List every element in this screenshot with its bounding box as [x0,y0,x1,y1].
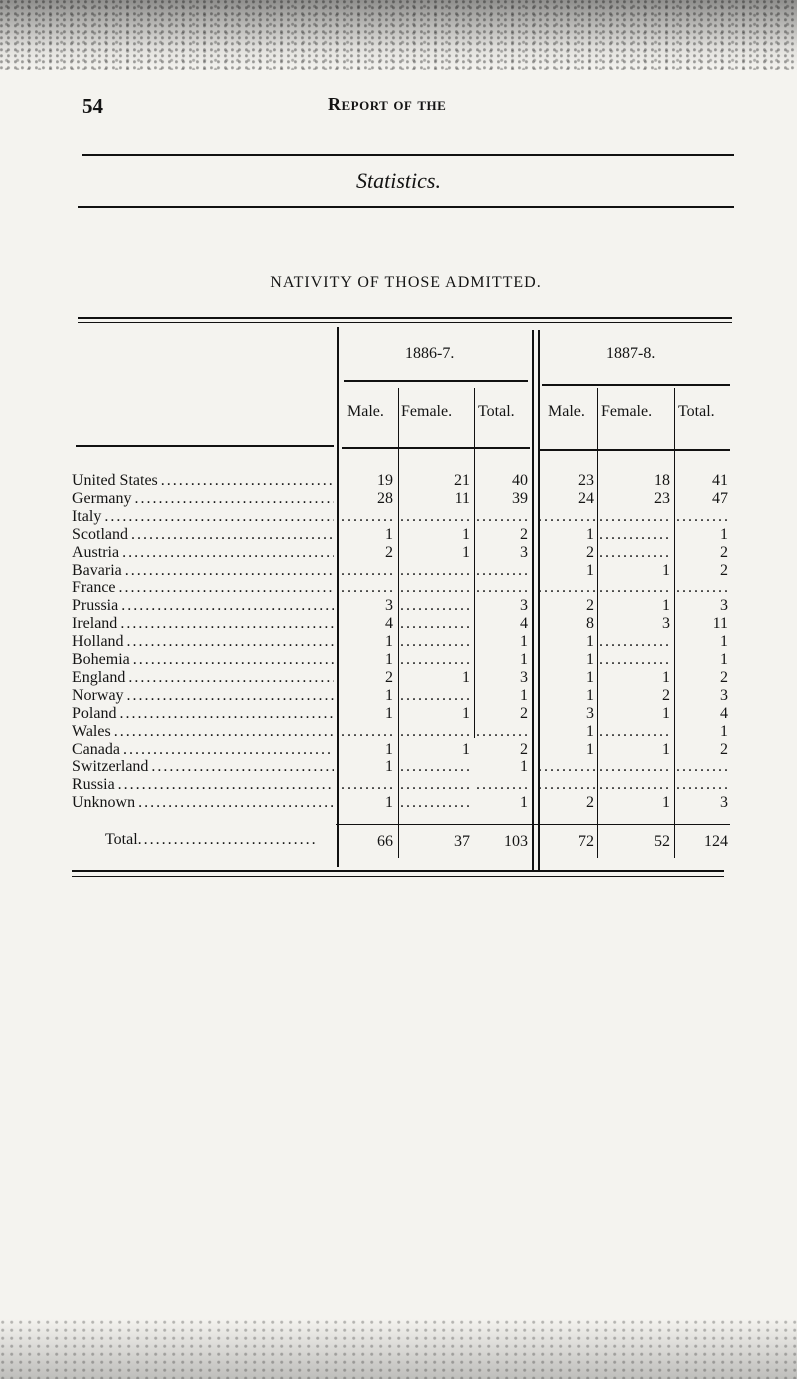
empty-cell-female-1887 [599,776,672,794]
cell-total-1887: 3 [720,794,728,812]
cell-female-1887: 1 [662,561,670,579]
cell-total-1887: 1 [720,525,728,543]
country-label: Prussia . . . [72,597,334,615]
cell-female-1887: 18 [654,472,670,489]
cell-total-1887: 2 [720,561,728,579]
empty-cell-female-1887 [599,651,672,669]
cell-male-1887: 1 [586,722,594,740]
total-total-1887: 124 [704,833,728,850]
col-total-1887: Total. [678,403,715,420]
cell-female-1886: 1 [462,740,470,758]
country-label: Unknown . . . [72,794,334,812]
cell-male-1887: 2 [586,597,594,615]
empty-cell-female-1887 [599,544,672,562]
cell-male-1886: 1 [385,794,393,812]
cell-male-1886: 1 [385,651,393,668]
cell-total-1886: 1 [520,758,528,776]
cell-total-1887: 41 [712,472,728,489]
cell-total-1887: 3 [720,686,728,704]
empty-cell-male-1887 [538,758,596,776]
col-male-1887: Male. [548,403,585,420]
country-label: Italy . . . [72,508,334,526]
total-male-1887: 72 [578,833,594,850]
cell-male-1886: 28 [377,489,393,507]
section-rule [78,206,734,208]
cell-total-1887: 1 [720,633,728,651]
cell-male-1886: 2 [385,543,393,561]
empty-cell-male-1887 [538,579,596,597]
page-number: 54 [82,94,103,118]
cell-male-1886: 4 [385,615,393,633]
total-total-1886: 103 [504,833,528,850]
total-rule [336,824,730,825]
country-label: Austria . . . [72,544,334,562]
country-label: Bavaria . . . [72,562,334,580]
empty-cell-female-1887 [599,508,672,526]
cell-male-1887: 8 [586,615,594,633]
country-label: Scotland . . . [72,526,334,544]
total-female-1887: 52 [654,833,670,850]
cell-total-1887: 1 [720,722,728,740]
table-top-rule [78,317,732,319]
cell-male-1886: 2 [385,668,393,686]
section-title: Statistics. [356,168,441,193]
col-total-1886: Total. [478,403,515,420]
cell-total-1886: 39 [512,489,528,507]
empty-cell-male-1886 [341,776,395,794]
cell-total-1886: 1 [520,794,528,812]
header-rule [76,445,334,447]
cell-female-1887: 1 [662,794,670,812]
col-female-1887: Female. [601,403,653,420]
country-label: Russia . . . [72,776,334,794]
cell-total-1886: 2 [520,525,528,543]
cell-male-1886: 1 [385,740,393,758]
empty-cell-female-1886 [400,758,472,776]
cell-male-1887: 1 [586,686,594,704]
cell-female-1887: 1 [662,740,670,758]
cell-total-1887: 2 [720,543,728,561]
year-underline-1887 [542,384,730,386]
empty-cell-female-1887 [599,633,672,651]
empty-cell-female-1886 [400,687,472,705]
empty-cell-female-1886 [400,794,472,812]
cell-female-1886: 1 [462,543,470,561]
cell-male-1887: 2 [586,543,594,561]
empty-cell-female-1886 [400,508,472,526]
cell-male-1886: 1 [385,633,393,651]
country-label: Bohemia . . . [72,651,334,669]
cell-total-1886: 2 [520,740,528,758]
country-label: Canada . . . [72,741,334,759]
cell-male-1887: 1 [586,668,594,686]
cell-total-1886: 1 [520,651,528,668]
cell-male-1887: 1 [586,740,594,758]
year-divider [532,330,534,870]
cell-total-1886: 4 [520,615,528,633]
cell-male-1887: 1 [586,651,594,668]
cell-male-1887: 1 [586,633,594,651]
header-rule [342,447,530,449]
cell-male-1887: 1 [586,525,594,543]
cell-male-1886: 1 [385,525,393,543]
country-label: Norway . . . [72,687,334,705]
cell-male-1887: 23 [578,472,594,489]
col-divider [398,388,399,858]
empty-cell-female-1886 [400,723,472,741]
empty-cell-total-1887 [676,579,730,597]
cell-female-1886: 21 [454,472,470,489]
cell-total-1887: 4 [720,704,728,722]
empty-cell-female-1886 [400,651,472,669]
empty-cell-total-1887 [676,758,730,776]
cell-female-1887: 1 [662,704,670,722]
year-underline-1886 [344,380,528,382]
country-label: England . . . [72,669,334,687]
cell-total-1887: 2 [720,668,728,686]
year-heading-1887: 1887-8. [606,345,656,362]
header-rule [540,449,730,451]
cell-female-1887: 3 [662,615,670,633]
empty-cell-male-1887 [538,776,596,794]
empty-cell-total-1886 [476,776,530,794]
empty-cell-male-1886 [341,562,395,580]
empty-cell-female-1886 [400,776,472,794]
col-male-1886: Male. [347,403,384,420]
cell-male-1887: 3 [586,704,594,722]
cell-female-1886: 11 [454,489,470,507]
empty-cell-total-1886 [476,723,530,741]
empty-cell-total-1886 [476,508,530,526]
total-male-1886: 66 [377,833,393,850]
scan-noise-bottom [0,1319,797,1379]
top-rule [82,154,734,156]
empty-cell-total-1886 [476,562,530,580]
empty-cell-female-1887 [599,758,672,776]
country-label: Poland . . . [72,705,334,723]
empty-cell-female-1887 [599,526,672,544]
country-label: United States . . . [72,472,334,490]
country-label: France . . . [72,579,334,597]
country-label: Ireland . . . [72,615,334,633]
cell-total-1887: 3 [720,597,728,615]
empty-cell-total-1886 [476,579,530,597]
cell-female-1886: 1 [462,525,470,543]
cell-male-1886: 1 [385,704,393,722]
cell-female-1887: 1 [662,668,670,686]
cell-total-1886: 40 [512,472,528,489]
cell-total-1886: 3 [520,543,528,561]
cell-female-1886: 1 [462,668,470,686]
scan-noise-top [0,0,797,70]
cell-female-1887: 2 [662,686,670,704]
cell-total-1886: 3 [520,597,528,615]
table-title: NATIVITY OF THOSE ADMITTED. [270,274,542,291]
table-bottom-rule-inner [72,876,724,877]
running-head: Report of the [328,94,447,114]
empty-cell-female-1887 [599,723,672,741]
cell-total-1886: 2 [520,704,528,722]
cell-female-1887: 1 [662,597,670,615]
stub-divider [337,327,339,867]
empty-cell-male-1887 [538,508,596,526]
cell-male-1887: 1 [586,561,594,579]
cell-male-1886: 3 [385,597,393,615]
empty-cell-total-1887 [676,776,730,794]
cell-male-1887: 2 [586,794,594,812]
cell-female-1887: 23 [654,489,670,507]
total-label: Total . . . [105,831,327,849]
cell-total-1886: 3 [520,668,528,686]
country-label: Germany . . . [72,490,334,508]
cell-male-1887: 24 [578,489,594,507]
country-label: Wales . . . [72,723,334,741]
country-label: Holland . . . [72,633,334,651]
cell-total-1887: 47 [712,489,728,507]
cell-total-1887: 1 [720,651,728,668]
cell-total-1887: 11 [712,615,728,633]
empty-cell-female-1886 [400,633,472,651]
cell-male-1886: 1 [385,686,393,704]
col-female-1886: Female. [401,403,453,420]
empty-cell-female-1887 [599,579,672,597]
empty-cell-male-1886 [341,508,395,526]
empty-cell-male-1886 [341,723,395,741]
empty-cell-female-1886 [400,579,472,597]
cell-female-1886: 1 [462,704,470,722]
empty-cell-total-1887 [676,508,730,526]
empty-cell-female-1886 [400,615,472,633]
cell-total-1887: 2 [720,740,728,758]
cell-male-1886: 19 [377,472,393,489]
empty-cell-female-1886 [400,562,472,580]
cell-total-1886: 1 [520,633,528,651]
empty-cell-male-1886 [341,579,395,597]
cell-total-1886: 1 [520,686,528,704]
table-bottom-rule [72,870,724,872]
col-divider [597,388,598,858]
cell-male-1886: 1 [385,758,393,776]
year-heading-1886: 1886-7. [405,345,455,362]
table-top-rule-inner [78,322,732,323]
col-divider [474,388,475,738]
country-label: Switzerland . . . [72,758,334,776]
total-female-1886: 37 [454,833,470,850]
empty-cell-female-1886 [400,597,472,615]
col-divider [674,388,675,858]
